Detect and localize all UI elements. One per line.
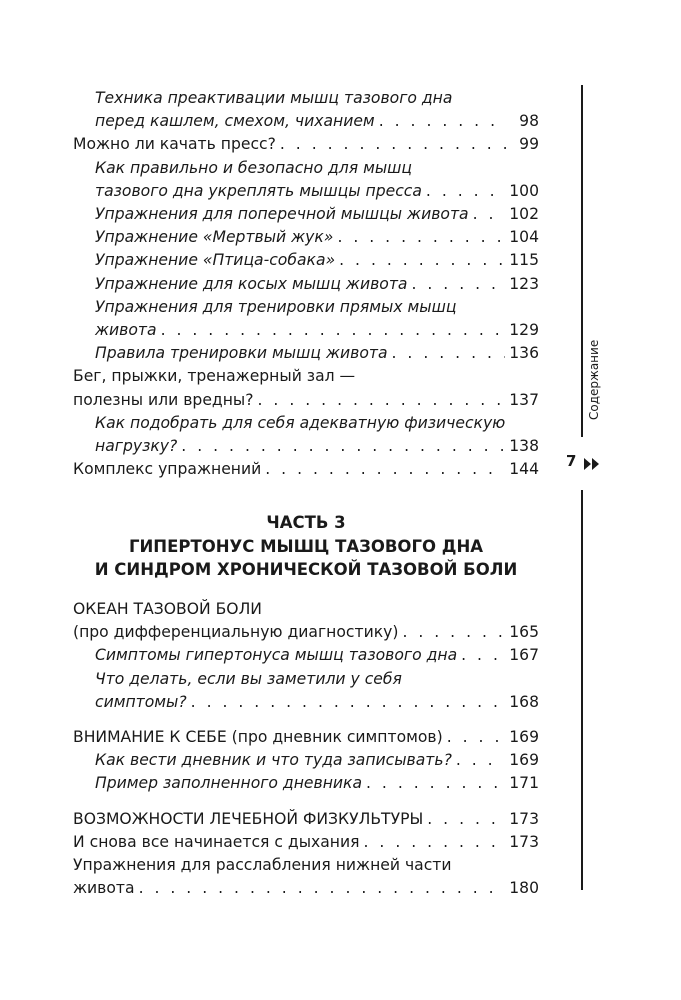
- entry-title: Упражнение «Мертвый жук»: [95, 228, 334, 247]
- entry-title: Можно ли качать пресс?: [73, 135, 276, 154]
- toc-subentry: [73, 203, 539, 226]
- toc-subentry: [73, 319, 539, 342]
- part-heading: [73, 511, 539, 582]
- toc-entry: [73, 877, 539, 900]
- entry-page-number: 99: [519, 135, 539, 154]
- toc-entry: [73, 621, 539, 644]
- dot-leader: [426, 180, 505, 203]
- entry-page-number: 169: [509, 727, 539, 746]
- toc-subentry: [73, 772, 539, 795]
- dot-leader: [392, 342, 506, 365]
- entry-page-number: 123: [509, 274, 539, 293]
- entry-page-number: 165: [509, 623, 539, 642]
- entry-page-number: 100: [509, 181, 539, 200]
- entry-page-number: 137: [509, 390, 539, 409]
- dot-leader: [139, 877, 506, 900]
- toc-subentry-line: Упражнения для тренировки прямых мышц: [95, 297, 457, 316]
- entry-page-number: 144: [509, 460, 539, 479]
- entry-page-number: 169: [509, 751, 539, 770]
- toc-entry-line: ОКЕАН ТАЗОВОЙ БОЛИ: [73, 599, 262, 618]
- dot-leader: [427, 808, 505, 831]
- entry-title: тазового дна укреплять мышцы пресса: [95, 181, 422, 200]
- part-title-line-2: И СИНДРОМ ХРОНИЧЕСКОЙ ТАЗОВОЙ БОЛИ: [94, 560, 518, 580]
- entry-page-number: 138: [509, 437, 539, 456]
- entry-page-number: 104: [509, 228, 539, 247]
- toc-subentry: [73, 180, 539, 203]
- dot-leader: [402, 621, 505, 644]
- entry-title: Правила тренировки мышц живота: [95, 344, 388, 363]
- entry-title: Комплекс упражнений: [73, 460, 262, 479]
- double-chevron-right-icon: [584, 455, 600, 474]
- entry-title: перед кашлем, смехом, чиханием: [95, 112, 375, 131]
- page-number: 7: [566, 452, 577, 470]
- entry-page-number: 98: [519, 112, 539, 131]
- entry-title: живота: [95, 321, 157, 340]
- dot-leader: [280, 133, 507, 156]
- toc-entry: [73, 458, 539, 481]
- entry-title: И снова все начинается с дыхания: [73, 832, 360, 851]
- dot-leader: [456, 749, 505, 772]
- dot-leader: [379, 110, 507, 133]
- dot-leader: [473, 203, 506, 226]
- dot-leader: [364, 831, 506, 854]
- entry-page-number: 136: [509, 344, 539, 363]
- dot-leader: [339, 249, 505, 272]
- dot-leader: [181, 435, 505, 458]
- toc-entry-line: Бег, прыжки, тренажерный зал —: [73, 367, 356, 386]
- dot-leader: [191, 691, 506, 714]
- dot-leader: [411, 273, 505, 296]
- dot-leader: [337, 226, 505, 249]
- entry-page-number: 173: [509, 832, 539, 851]
- entry-page-number: 180: [509, 879, 539, 898]
- entry-page-number: 167: [509, 646, 539, 665]
- entry-title: (про дифференциальную диагностику): [73, 623, 399, 642]
- toc-subentry-line: Как правильно и безопасно для мышц: [95, 158, 413, 177]
- entry-page-number: 168: [509, 692, 539, 711]
- toc-subentry: [73, 749, 539, 772]
- entry-page-number: 115: [509, 251, 539, 270]
- toc-top-section: [73, 87, 539, 481]
- section-gap: [73, 714, 539, 726]
- dot-leader: [447, 726, 506, 749]
- entry-title: ВОЗМОЖНОСТИ ЛЕЧЕБНОЙ ФИЗКУЛЬТУРЫ: [73, 809, 424, 828]
- entry-title: полезны или вредны?: [73, 390, 254, 409]
- entry-title: Симптомы гипертонуса мышц тазового дна: [95, 646, 458, 665]
- entry-title: Упражнения для поперечной мышцы живота: [95, 205, 469, 224]
- entry-title: ВНИМАНИЕ К СЕБЕ (про дневник симптомов): [73, 727, 443, 746]
- entry-title: нагрузку?: [95, 437, 178, 456]
- toc-subentry-line: Техника преактивации мышц тазового дна: [95, 89, 453, 107]
- margin-rule-bottom: [581, 490, 583, 890]
- entry-title: Пример заполненного дневника: [95, 774, 362, 793]
- toc-entry: [73, 831, 539, 854]
- toc-subentry: [73, 342, 539, 365]
- toc-bottom-section: [73, 598, 539, 900]
- toc-subentry-line: Как подобрать для себя адекватную физическую: [95, 413, 506, 432]
- dot-leader: [461, 644, 505, 667]
- toc-entry: [73, 726, 539, 749]
- dot-leader: [265, 458, 505, 481]
- toc-subentry: [73, 249, 539, 272]
- entry-page-number: 171: [509, 774, 539, 793]
- toc-entry-line: Упражнения для расслабления нижней части: [73, 855, 452, 874]
- entry-title: Как вести дневник и что туда записывать?: [95, 751, 452, 770]
- toc-entry: [73, 133, 539, 156]
- toc-subentry: [73, 273, 539, 296]
- entry-page-number: 173: [509, 809, 539, 828]
- section-label-text: Содержание: [587, 340, 601, 421]
- part-title-line-1: ГИПЕРТОНУС МЫШЦ ТАЗОВОГО ДНА: [128, 536, 484, 556]
- toc-subentry: [73, 644, 539, 667]
- toc-entry: [73, 808, 539, 831]
- toc-subentry: [73, 226, 539, 249]
- part-number: ЧАСТЬ 3: [266, 513, 346, 533]
- entry-page-number: 102: [509, 205, 539, 224]
- entry-title: Упражнение «Птица-собака»: [95, 251, 336, 270]
- entry-title: Упражнение для косых мышц живота: [95, 274, 408, 293]
- dot-leader: [161, 319, 506, 342]
- section-gap: [73, 796, 539, 808]
- toc-subentry: [73, 435, 539, 458]
- toc-subentry-line: Что делать, если вы заметили у себя: [95, 669, 402, 688]
- toc-subentry: [73, 691, 539, 714]
- dot-leader: [366, 772, 505, 795]
- entry-page-number: 129: [509, 321, 539, 340]
- entry-title: живота: [73, 879, 135, 898]
- entry-title: симптомы?: [95, 692, 187, 711]
- margin-rule-top: [581, 85, 583, 437]
- table-of-contents: [73, 87, 539, 900]
- dot-leader: [258, 389, 506, 412]
- toc-entry: [73, 389, 539, 412]
- toc-subentry: [73, 110, 539, 133]
- section-label: [587, 340, 603, 430]
